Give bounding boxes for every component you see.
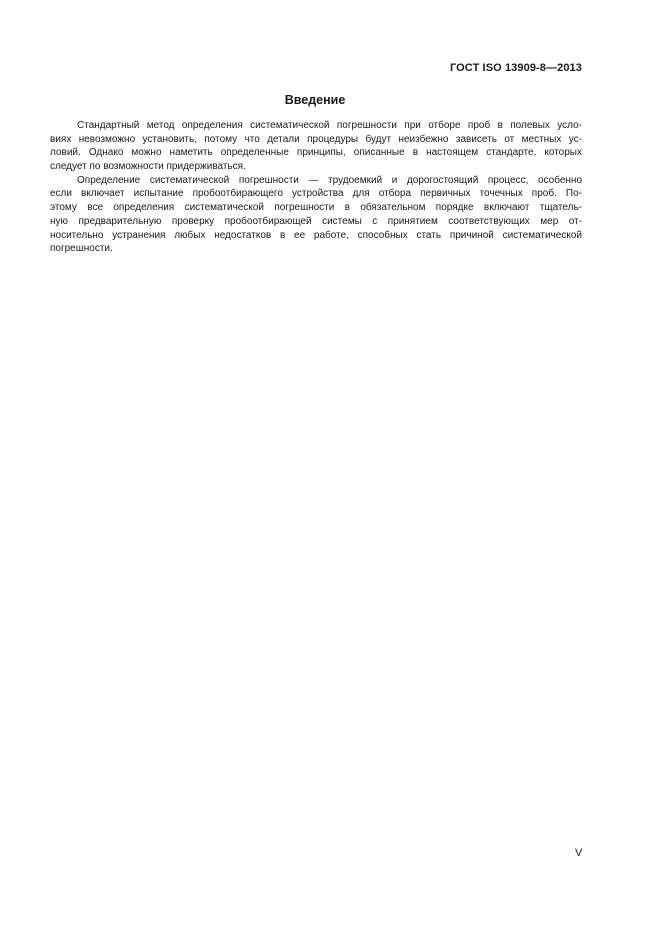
paragraph-line: Определение систематической погрешности — трудоемкий и дорогостоящий процесс, особенно	[77, 174, 582, 186]
paragraph-1	[50, 119, 582, 174]
paragraph-line: если включает испытание пробоотбирающего устройства для отбора первичных точечных проб. По-	[50, 188, 582, 200]
page-number: V	[575, 847, 583, 859]
paragraph-line: носительно устранения любых недостатков в ее работе, способных стать причиной систематической	[50, 229, 582, 241]
paragraph-line: следует по возможности придерживаться.	[50, 161, 246, 173]
body-text	[50, 119, 582, 256]
paragraph-line: ловий. Однако можно наметить определенные принципы, описанные в настоящем стандарте, которых	[50, 147, 582, 159]
section-title: Введение	[284, 93, 346, 107]
paragraph-line: ную предварительную проверку пробоотбирающей системы с принятием соответствующих мер от-	[50, 215, 582, 227]
paragraph-2	[50, 174, 582, 256]
paragraph-line: погрешности.	[50, 243, 113, 255]
paragraph-line: Стандартный метод определения систематической погрешности при отборе проб в полевых усло-	[77, 120, 582, 131]
paragraph-line: этому все определения систематической погрешности в обязательном порядке включают тщатель-	[50, 202, 582, 214]
paragraph-line: виях невозможно установить, потому что детали процедуры будут неизбежно зависеть от местных ус-	[50, 133, 582, 145]
document-header-standard-number: ГОСТ ISO 13909-8—2013	[449, 62, 582, 74]
